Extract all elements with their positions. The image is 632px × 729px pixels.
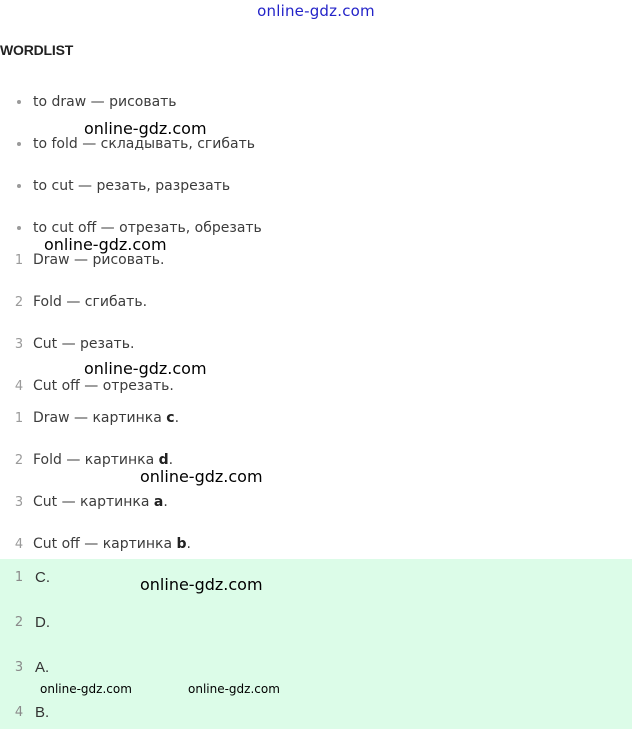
bullet-icon xyxy=(17,184,21,188)
item-number: 1 xyxy=(14,252,24,268)
watermark: online-gdz.com xyxy=(40,682,132,696)
item-number: 3 xyxy=(14,336,24,352)
item-number: 4 xyxy=(14,536,24,552)
picture-text: Cut — картинка a. xyxy=(33,494,168,510)
item-number: 1 xyxy=(14,410,24,426)
watermark: online-gdz.com xyxy=(140,575,263,594)
answer-text: C. xyxy=(35,568,50,586)
item-number: 2 xyxy=(14,452,24,468)
item-number: 3 xyxy=(14,494,24,510)
answer-block xyxy=(0,559,632,729)
bullet-icon xyxy=(17,142,21,146)
wordlist-item-text: to draw — рисовать xyxy=(33,94,177,110)
item-number: 2 xyxy=(14,294,24,310)
picture-letter: a xyxy=(153,494,164,510)
item-number: 4 xyxy=(14,704,24,720)
translation-text: Cut — резать. xyxy=(33,336,135,352)
picture-text: Draw — картинка c. xyxy=(33,410,180,426)
answer-text: A. xyxy=(35,658,50,676)
site-header-watermark: online-gdz.com xyxy=(257,2,375,20)
item-number: 4 xyxy=(14,378,24,394)
picture-letter: c xyxy=(166,410,175,426)
wordlist-item-text: to fold — складывать, сгибать xyxy=(33,136,255,152)
item-number: 3 xyxy=(14,659,24,675)
bullet-icon xyxy=(17,100,21,104)
section-heading: WORDLIST xyxy=(0,42,74,58)
item-number: 1 xyxy=(14,569,24,585)
wordlist-item-text: to cut — резать, разрезать xyxy=(33,178,231,194)
watermark: online-gdz.com xyxy=(188,682,280,696)
item-number: 2 xyxy=(14,614,24,630)
watermark: online-gdz.com xyxy=(140,467,263,486)
watermark: online-gdz.com xyxy=(84,359,207,378)
wordlist-item-text: to cut off — отрезать, обрезать xyxy=(33,220,262,236)
picture-letter: b xyxy=(176,536,187,552)
translation-text: Fold — сгибать. xyxy=(33,294,148,310)
watermark: online-gdz.com xyxy=(44,235,167,254)
answer-text: D. xyxy=(35,613,50,631)
bullet-icon xyxy=(17,226,21,230)
translation-text: Cut off — отрезать. xyxy=(33,378,174,394)
translation-text: Draw — рисовать. xyxy=(33,252,165,268)
watermark: online-gdz.com xyxy=(84,119,207,138)
picture-text: Cut off — картинка b. xyxy=(33,536,191,552)
picture-letter: d xyxy=(158,452,169,468)
picture-text: Fold — картинка d. xyxy=(33,452,174,468)
answer-text: B. xyxy=(35,703,50,721)
